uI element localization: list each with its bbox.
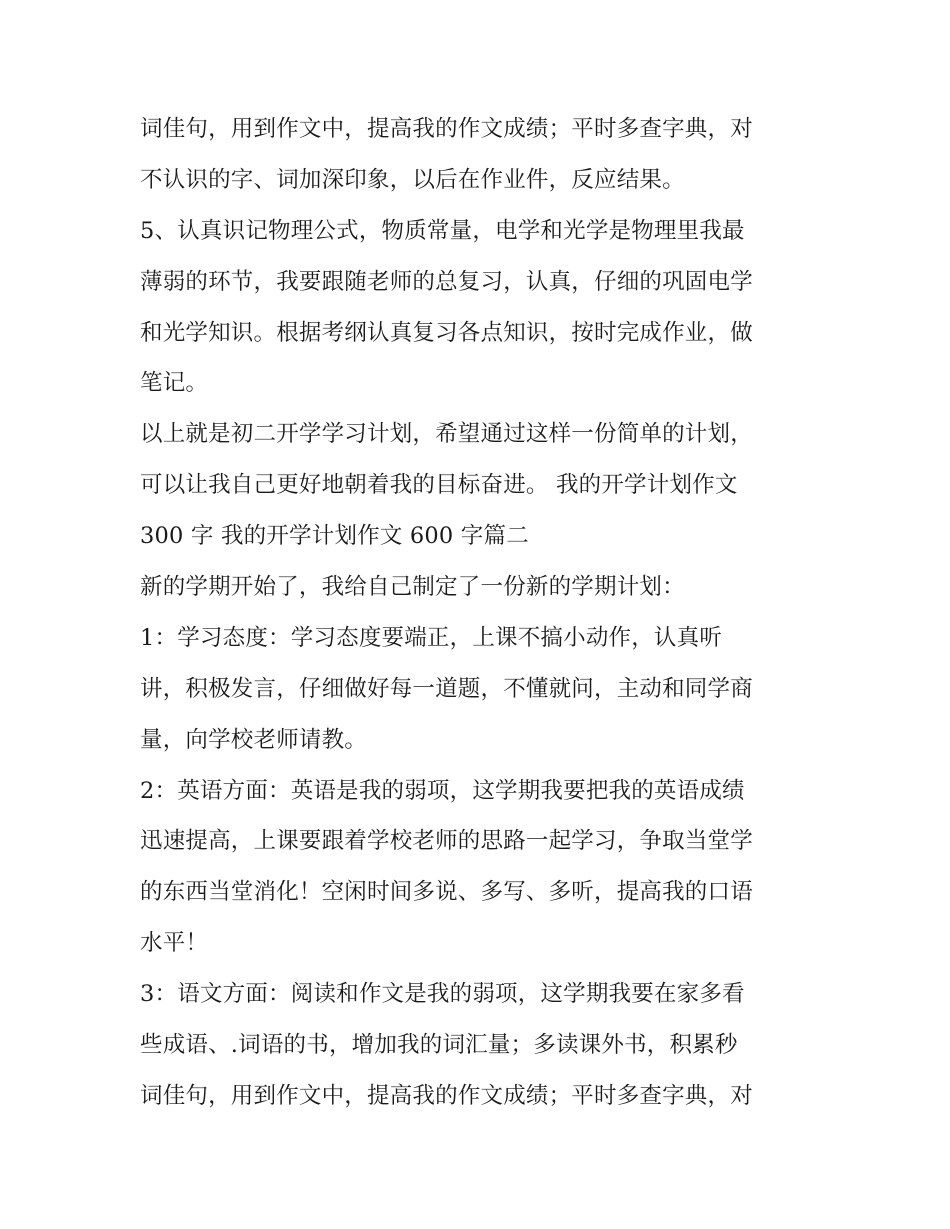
text-line: 量，向学校老师请教。 xyxy=(140,726,368,753)
text-line: 讲，积极发言，仔细做好每一道题，不懂就问，主动和同学商 xyxy=(140,675,753,702)
text-line: 2：英语方面：英语是我的弱项，这学期我要把我的英语成绩 xyxy=(140,777,745,804)
text-line: 词佳句，用到作文中，提高我的作文成绩；平时多查字典，对 xyxy=(140,1082,753,1109)
text-line: 些成语、.词语的书，增加我的词汇量；多读课外书，积累秒 xyxy=(140,1032,738,1059)
text-line: 和光学知识。根据考纲认真复习各点知识，按时完成作业，做 xyxy=(140,319,753,346)
text-line: 笔记。 xyxy=(140,370,209,397)
text-line: 的东西当堂消化！空闲时间多说、多写、多听，提高我的口语 xyxy=(140,879,753,906)
text-line: 水平！ xyxy=(140,930,209,957)
text-line: 迅速提高，上课要跟着学校老师的思路一起学习，争取当堂学 xyxy=(140,828,753,855)
text-line: 300 字 我的开学计划作文 600 字篇二 xyxy=(140,523,529,550)
text-line: 5、认真识记物理公式，物质常量，电学和光学是物理里我最 xyxy=(140,217,745,244)
text-line: 词佳句，用到作文中，提高我的作文成绩；平时多查字典，对 xyxy=(140,116,753,142)
text-line: 薄弱的环节，我要跟随老师的总复习，认真，仔细的巩固电学 xyxy=(140,268,753,295)
text-line: 以上就是初二开学学习计划，希望通过这样一份简单的计划， xyxy=(140,421,753,448)
text-line: 1：学习态度：学习态度要端正，上课不搞小动作，认真听 xyxy=(140,624,723,651)
text-line: 可以让我自己更好地朝着我的目标奋进。 我的开学计划作文 xyxy=(140,472,738,499)
body-text xyxy=(140,104,830,1122)
text-line: 3：语文方面：阅读和作文是我的弱项，这学期我要在家多看 xyxy=(140,981,745,1008)
text-line: 新的学期开始了，我给自己制定了一份新的学期计划： xyxy=(140,574,685,601)
text-line: 不认识的字、词加深印象，以后在作业件，反应结果。 xyxy=(140,166,685,193)
